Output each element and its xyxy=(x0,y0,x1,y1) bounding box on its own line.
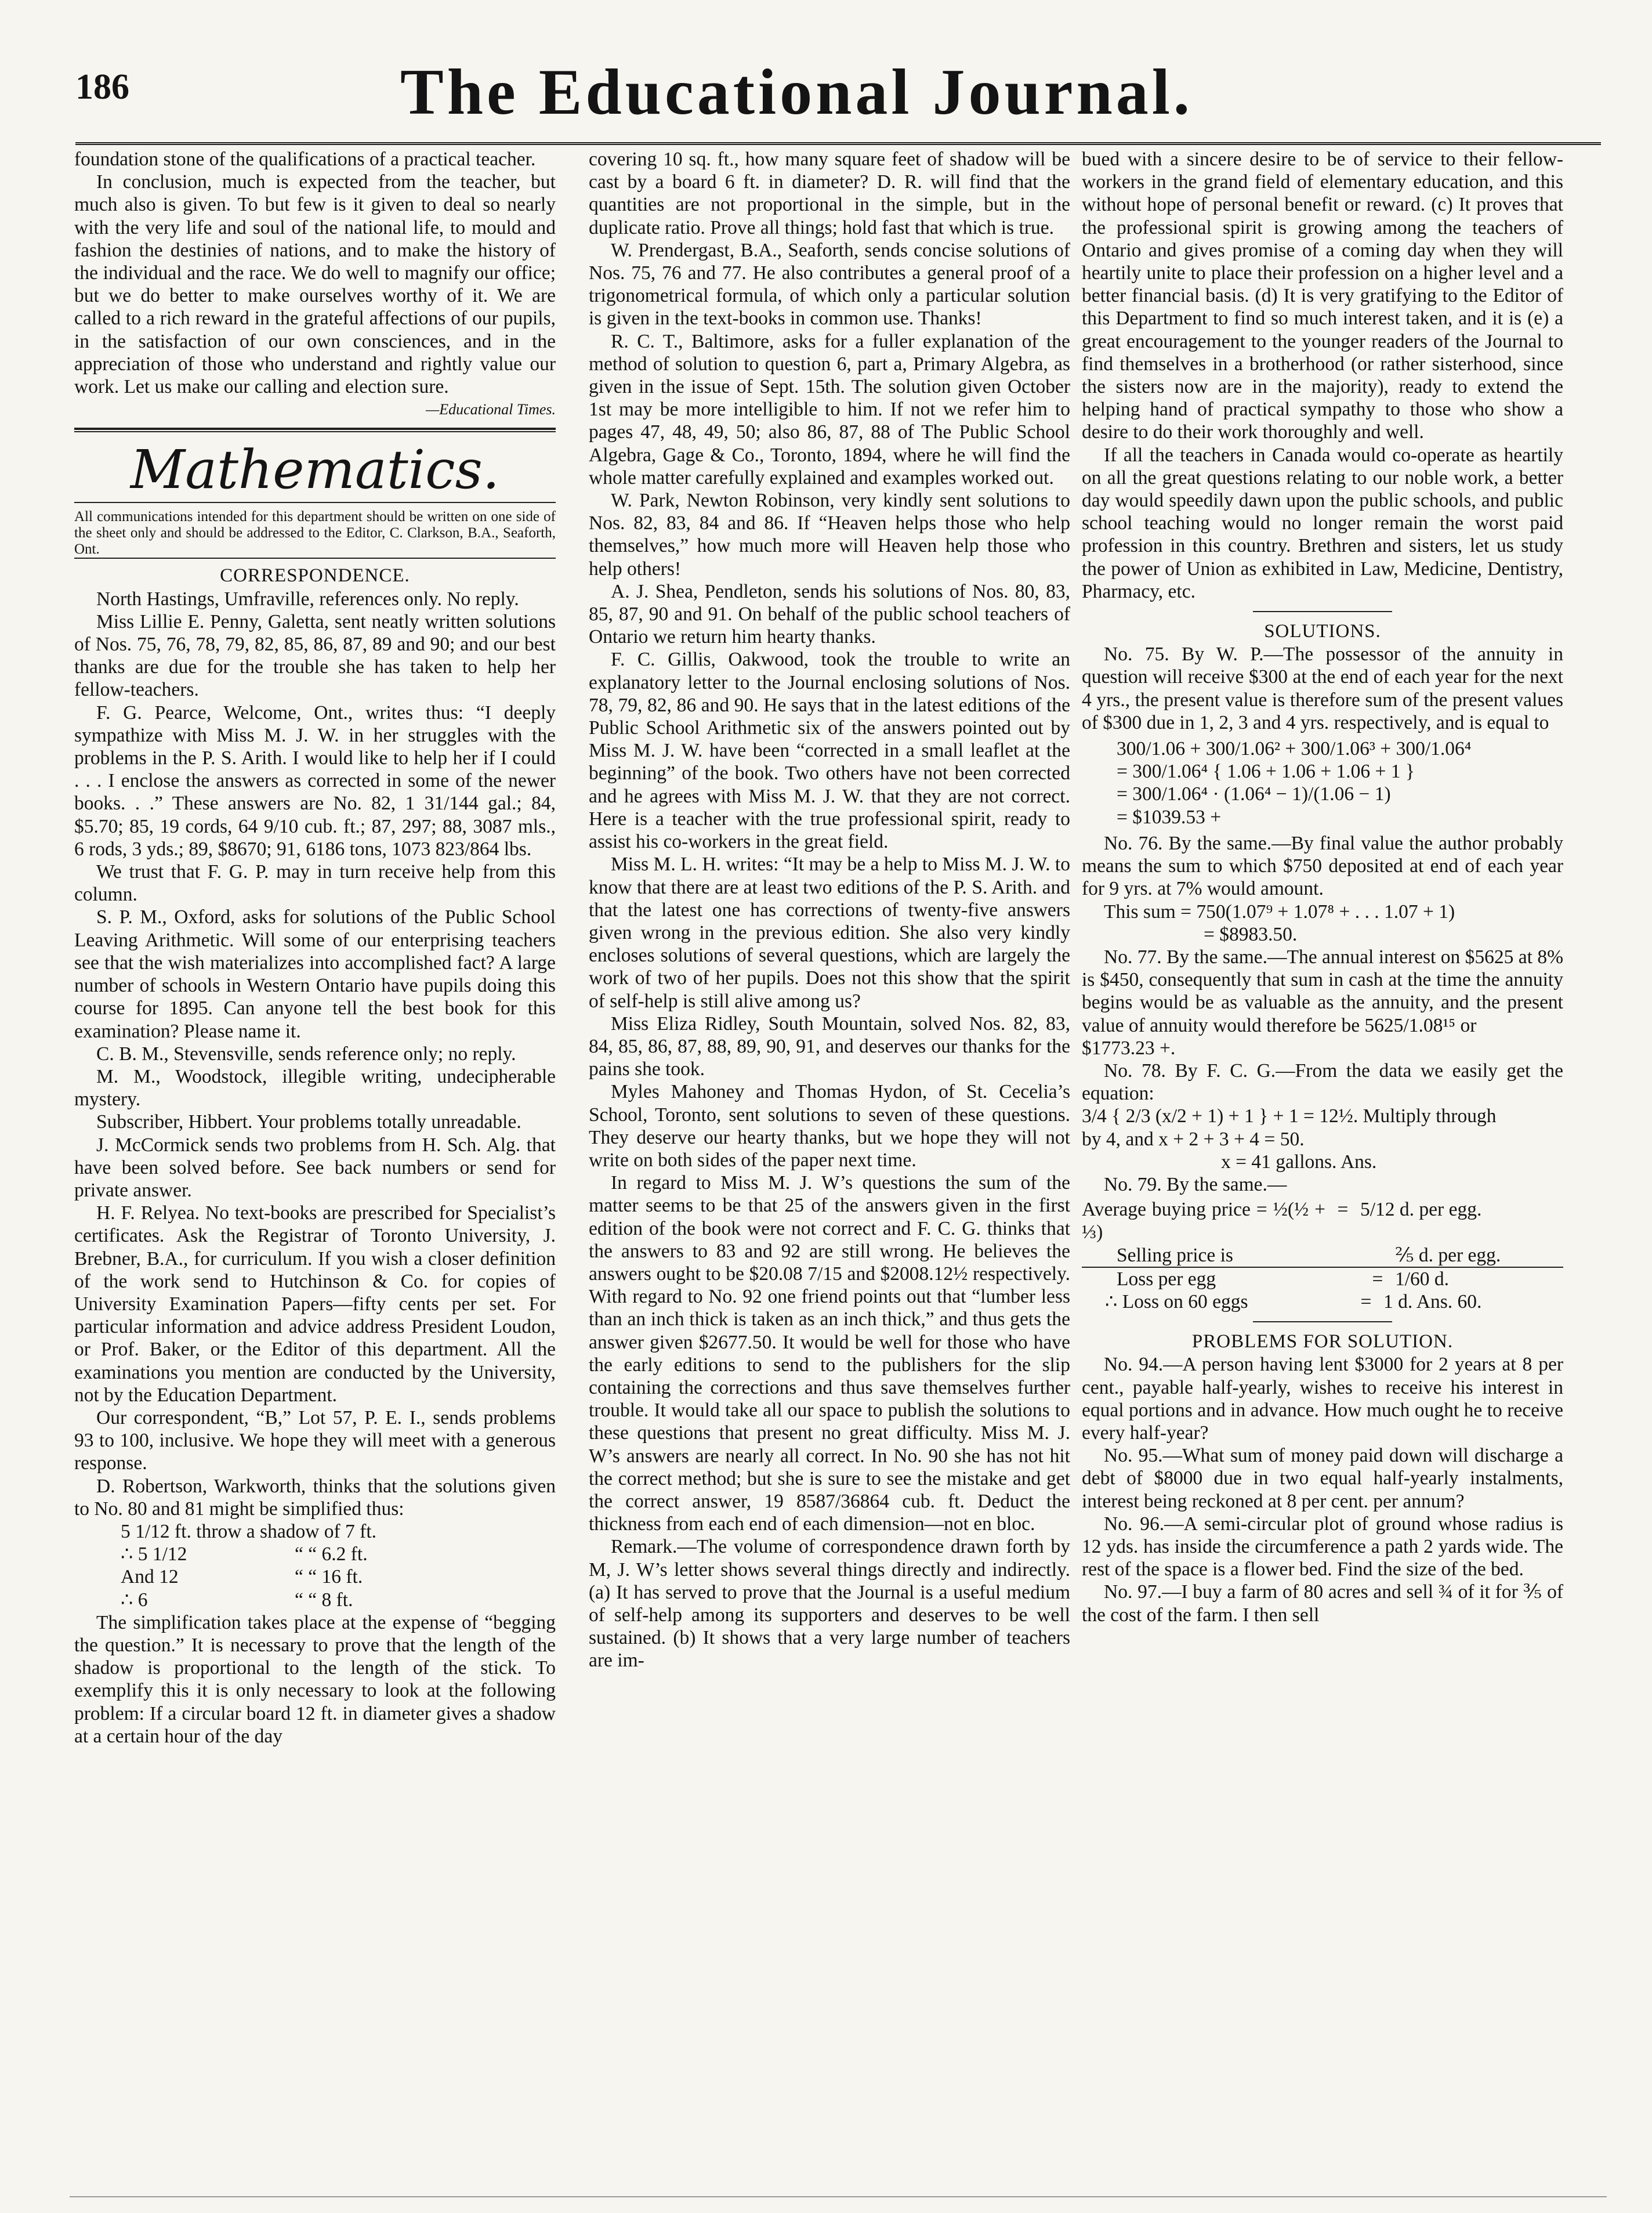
paragraph: Remark.—The volume of correspondence drawn forth by M, J. W’s letter shows several things directly and indirectly. (a) It has served to prove that the Journal is a useful medium of self-help among its supporters and deserves to be well sustained. (b) It shows that a very large number of teachers are im- xyxy=(589,1536,1070,1672)
egg-label: Average buying price = ½(½ + ⅓) xyxy=(1082,1199,1325,1243)
equation-line: by 4, and x + 2 + 3 + 4 = 50. xyxy=(1082,1128,1305,1150)
equation-block xyxy=(1117,737,1563,829)
egg-value: 1 d. Ans. 60. xyxy=(1383,1290,1482,1312)
editor-notice: All communications intended for this department should be written on one side of the sheet only and should be addressed to the Editor, C. Clarkson, B.A., Seaforth, Ont. xyxy=(74,509,556,558)
shadow-cell: 5 1/12 ft. throw a shadow of 7 ft. xyxy=(121,1520,377,1542)
divider xyxy=(74,431,556,432)
column-2 xyxy=(589,148,1070,1672)
egg-value: 5/12 d. per egg. xyxy=(1360,1199,1482,1221)
equation-line: = 300/1.06⁴ · (1.06⁴ − 1)/(1.06 − 1) xyxy=(1117,783,1391,805)
divider xyxy=(1253,1321,1392,1322)
equation-line: = $1039.53 + xyxy=(1117,806,1222,828)
egg-row xyxy=(1082,1268,1563,1290)
bottom-edge xyxy=(70,2196,1607,2197)
solutions-heading: SOLUTIONS. xyxy=(1264,621,1381,642)
paragraph: W. Prendergast, B.A., Seaforth, sends concise solutions of Nos. 75, 76 and 77. He also contributes a general proof of a trigonometrical formula, of which only a particular solution is given in the text-books in common use. Thanks! xyxy=(589,239,1070,330)
paragraph: No. 95.—What sum of money paid down will discharge a debt of $8000 due in two equal half-yearly instalments, interest being reckoned at 8 per cent. per annum? xyxy=(1082,1445,1563,1512)
egg-label: Loss per egg xyxy=(1117,1268,1216,1290)
paragraph: No. 75. By W. P.—The possessor of the annuity in question will receive $300 at the end of each year for the next 4 yrs., the present value is therefore sum of the present values of $300 due in 1, 2, 3 and 4 yrs. respectively, and is equal to xyxy=(1082,643,1563,733)
equation-line: = $8983.50. xyxy=(1204,923,1298,945)
shadow-cell: “ “ 6.2 ft. xyxy=(295,1543,368,1565)
problems-heading: PROBLEMS FOR SOLUTION. xyxy=(1191,1331,1454,1353)
paragraph: If all the teachers in Canada would co-operate as heartily on all the great questions relating to our noble work, a better day would speedily dawn upon the public schools, and public school teaching would no longer remain the worst paid profession in this country. Brethren and sisters, let us study the power of Union as exhibited in Law, Medicine, Dentistry, Pharmacy, etc. xyxy=(1082,444,1563,602)
paragraph: Our correspondent, “B,” Lot 57, P. E. I., sends problems 93 to 100, inclusive. We hope they will meet with a generous response. xyxy=(74,1406,556,1474)
shadow-table xyxy=(121,1520,556,1611)
divider xyxy=(74,428,556,430)
paragraph: No. 77. By the same.—The annual interest on $5625 at 8% is $450, consequently that sum in cash at the time the annuity begins would be as valuable as the annuity, and the present value of annuity would therefore be 5625/1.08¹⁵ or xyxy=(1082,946,1563,1036)
column-3 xyxy=(1082,148,1563,1626)
paragraph: S. P. M., Oxford, asks for solutions of the Public School Leaving Arithmetic. Will some of our enterprising teachers see that the wish materializes into accomplished fact? A large number of schools in Western Ontario have pupils doing this course for 1895. Can anyone tell the best book for this examination? Please name it. xyxy=(74,906,556,1042)
egg-label: ∴ Loss on 60 eggs xyxy=(1105,1290,1248,1312)
egg-row xyxy=(1082,1198,1563,1243)
paragraph: We trust that F. G. P. may in turn receive help from this column. xyxy=(74,861,556,906)
egg-value: ⅖ d. per egg. xyxy=(1395,1244,1501,1266)
divider xyxy=(74,558,556,559)
masthead xyxy=(75,55,1601,145)
paragraph: H. F. Relyea. No text-books are prescribed for Specialist’s certificates. Ask the Registrar of Toronto University, J. Brebner, B.A., for curriculum. If you wish a closer definition of the work send to Hutchinson & Co. for copies of University Examination Papers—fifty cents per set. For particular information and advice address President Loudon, or Prof. Baker, or the Editor of this department. All the examinations you mention are conducted by the University, not by the Education Department. xyxy=(74,1202,556,1406)
source-credit: —Educational Times. xyxy=(426,401,556,418)
shadow-cell: “ “ 8 ft. xyxy=(295,1589,353,1611)
egg-eq xyxy=(1360,1244,1395,1267)
paragraph: A. J. Shea, Pendleton, sends his solutions of Nos. 80, 83, 85, 87, 90 and 91. On behalf of the public school teachers of Ontario we return him hearty thanks. xyxy=(589,580,1070,648)
equation-line: x = 41 gallons. Ans. xyxy=(1221,1151,1377,1173)
paragraph: Miss Eliza Ridley, South Mountain, solved Nos. 82, 83, 84, 85, 86, 87, 88, 89, 90, 91, and deserves our thanks for the pains she took. xyxy=(589,1013,1070,1080)
divider xyxy=(1253,611,1392,612)
shadow-cell: ∴ 5 1/12 xyxy=(121,1543,187,1565)
egg-label: Selling price is xyxy=(1117,1244,1233,1266)
paragraph: No. 97.—I buy a farm of 80 acres and sell ¾ of it for ⅗ of the cost of the farm. I then sell xyxy=(1082,1581,1563,1626)
section-heading: Mathematics. xyxy=(130,439,500,501)
paragraph: M. M., Woodstock, illegible writing, undecipherable mystery. xyxy=(74,1065,556,1111)
paragraph: Subscriber, Hibbert. Your problems totally unreadable. xyxy=(96,1111,521,1133)
egg-row xyxy=(1082,1290,1563,1313)
egg-value: 1/60 d. xyxy=(1395,1268,1450,1290)
egg-eq: = xyxy=(1372,1268,1383,1290)
paragraph: No. 96.—A semi-circular plot of ground whose radius is 12 yds. has inside the circumference a path 2 yards wide. The rest of the space is a flower bed. Find the size of the bed. xyxy=(1082,1513,1563,1581)
paragraph: J. McCormick sends two problems from H. Sch. Alg. that have been solved before. See back numbers or send for private answer. xyxy=(74,1134,556,1201)
equation-line: 3/4 { 2/3 (x/2 + 1) + 1 } + 1 = 12½. Multiply through xyxy=(1082,1105,1497,1127)
paragraph: F. C. Gillis, Oakwood, took the trouble to write an explanatory letter to the Journal enclosing solutions of Nos. 78, 79, 82, 86 and 90. He says that in the latest editions of the Public School Arithmetic six of the answers pointed out by Miss M. J. W. have been “corrected in a small leaflet at the beginning” of the book. Two others have not been corrected and he agrees with Miss M. J. W. that they are not correct. Here is a teacher with the true professional spirit, ready to assist his co-workers in the great field. xyxy=(589,649,1070,853)
paragraph: foundation stone of the qualifications of a practical teacher. xyxy=(74,149,536,170)
column-1 xyxy=(74,148,556,1748)
paragraph: covering 10 sq. ft., how many square feet of shadow will be cast by a board 6 ft. in diameter? D. R. will find that the quantities are not proportional in the simple, but in the duplicate ratio. Prove all things; hold fast that which is true. xyxy=(589,149,1070,238)
equation-line: 300/1.06 + 300/1.06² + 300/1.06³ + 300/1.06⁴ xyxy=(1117,738,1472,760)
egg-table xyxy=(1082,1198,1563,1313)
egg-row xyxy=(1082,1244,1563,1268)
page-number: 186 xyxy=(75,67,129,107)
paragraph: The simplification takes place at the expense of “begging the question.” It is necessary to prove that the length of the shadow is proportional to the length of the stick. To exemplify this it is only necessary to look at the following problem: If a circular board 12 ft. in diameter gives a shadow at a certain hour of the day xyxy=(74,1611,556,1747)
paragraph: No. 79. By the same.— xyxy=(1104,1173,1287,1195)
paragraph: No. 76. By the same.—By final value the author probably means the sum to which $750 deposited at end of each year for 9 yrs. at 7% would amount. xyxy=(1082,832,1563,900)
paragraph: bued with a sincere desire to be of service to their fellow-workers in the grand field of elementary education, and this without hope of personal benefit or reward. (c) It proves that the professional spirit is growing among the teachers of Ontario and gives promise of a coming day when they will heartily unite to place their profession on a higher level and a better financial basis. (d) It is very gratifying to the Editor of this Department to find so much interest taken, and it is (e) a great encouragement to the younger readers of the Journal to find themselves in a brotherhood (or rather sisterhood, since the sisters now are in the majority), ready to extend the helping hand of practical sympathy to those who show a desire to do their work thoroughly and well. xyxy=(1082,149,1563,443)
correspondence-heading: CORRESPONDENCE. xyxy=(220,565,410,587)
divider xyxy=(74,502,556,503)
shadow-cell: “ “ 16 ft. xyxy=(295,1566,363,1588)
paragraph: $1773.23 +. xyxy=(1082,1037,1176,1059)
paragraph: Miss Lillie E. Penny, Galetta, sent neatly written solutions of Nos. 75, 76, 78, 79, 82, 85, 86, 87, 89 and 90; and our best thanks are due for the trouble she has taken to help her fellow-teachers. xyxy=(74,610,556,701)
egg-eq: = xyxy=(1337,1199,1349,1221)
paragraph: W. Park, Newton Robinson, very kindly sent solutions to Nos. 82, 83, 84 and 86. If “Heaven helps those who help themselves,” how much more will Heaven help those who help others! xyxy=(589,490,1070,580)
paragraph: No. 94.—A person having lent $3000 for 2 years at 8 per cent., payable half-yearly, wishes to receive his interest in equal portions and in advance. How much ought he to receive every half-year? xyxy=(1082,1354,1563,1444)
shadow-cell: And 12 xyxy=(121,1566,179,1588)
paragraph: Miss M. L. H. writes: “It may be a help to Miss M. J. W. to know that there are at least two editions of the P. S. Arith. and that the latest one has corrections of twenty-five answers given wrong in the previous edition. She also very kindly encloses solutions of several questions, which are largely the work of two of her pupils. Does not this show that the spirit of self-help is still alive among us? xyxy=(589,854,1070,1012)
journal-title: The Educational Journal. xyxy=(400,56,1193,128)
shadow-cell: ∴ 6 xyxy=(121,1589,148,1611)
paragraph: No. 78. By F. C. G.—From the data we easily get the equation: xyxy=(1082,1060,1563,1105)
paragraph: R. C. T., Baltimore, asks for a fuller explanation of the method of solution to question 6, part a, Primary Algebra, as given in the issue of Sept. 15th. The solution given October 1st may be more intelligible to him. If not we refer him to pages 47, 48, 49, 50; also 86, 87, 88 of The Public School Algebra, Gage & Co., Toronto, 1894, where he will find the whole matter carefully explained and examples worked out. xyxy=(589,330,1070,489)
paragraph: In regard to Miss M. J. W’s questions the sum of the matter seems to be that 25 of the answers given in the first edition of the book were not correct and F. C. G. thinks that the answers to 83 and 92 are still wrong. He believes the answers ought to be $20.08 7/15 and $2008.12½ respectively. With regard to No. 92 one friend points out that “lumber less than an inch thick is taken as an inch thick,” and thus gets the answer given $2677.50. It would be well for those who have the early editions to send to the publishers for the slip containing the corrections and thus save themselves further trouble. It would take all our space to publish the solutions to these questions that present no great difficulty. Miss M. J. W’s answers are nearly all correct. In No. 90 she has not hit the correct method; but she is sure to see the mistake and get the correct answer, 19 8587/36864 cub. ft. Deduct the thickness from each end of each dimension—not en bloc. xyxy=(589,1172,1070,1535)
equation-line: This sum = 750(1.07⁹ + 1.07⁸ + . . . 1.07 + 1) xyxy=(1104,901,1455,923)
equation-line: = 300/1.06⁴ { 1.06 + 1.06 + 1.06 + 1 } xyxy=(1117,761,1415,783)
paragraph: F. G. Pearce, Welcome, Ont., writes thus: “I deeply sympathize with Miss M. J. W. in her struggles with the problems in the P. S. Arith. I would like to help her if I could . . . I enclose the answers as corrected in some of the newer books. . .” These answers are No. 82, 1 31/144 gal.; 84, $5.70; 85, 19 cords, 64 9/10 cub. ft.; 87, 297; 88, 3087 mls., 6 rods, 3 yds.; 89, $8670; 91, 6186 tons, 1073 823/864 lbs. xyxy=(74,701,556,860)
egg-eq: = xyxy=(1360,1290,1372,1312)
paragraph: C. B. M., Stevensville, sends reference only; no reply. xyxy=(96,1043,516,1065)
paragraph: Myles Mahoney and Thomas Hydon, of St. Cecelia’s School, Toronto, sent solutions to seven of these questions. They deserve our hearty thanks, but we hope they will not write on both sides of the paper next time. xyxy=(589,1081,1070,1171)
paragraph: In conclusion, much is expected from the teacher, but much also is given. To but few is it given to deal so nearly with the very life and soul of the national life, to mould and fashion the destinies of nations, and to make the history of the individual and the race. We do well to magnify our office; but we do better to make ourselves worthy of it. We are called to a rich reward in the grateful affections of our pupils, in the satisfaction of our own consciences, and in the appreciation of those who understand and rightly value our work. Let us make our calling and election sure. xyxy=(74,171,556,398)
paragraph: D. Robertson, Warkworth, thinks that the solutions given to No. 80 and 81 might be simplified thus: xyxy=(74,1475,556,1520)
paragraph: North Hastings, Umfraville, references only. No reply. xyxy=(96,588,519,610)
